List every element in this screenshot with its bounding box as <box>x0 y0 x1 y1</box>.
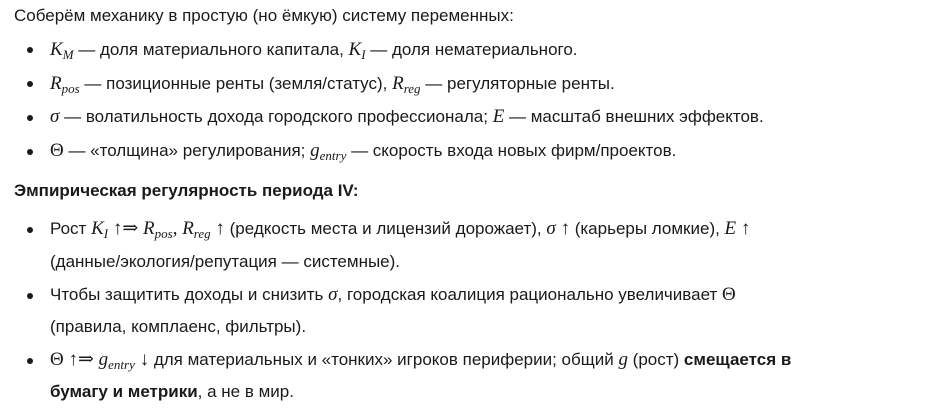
regularity-item-entry-cont <box>50 380 294 404</box>
bullet-marker <box>27 293 33 299</box>
text: — масштаб внешних эффектов. <box>504 107 764 126</box>
text: (редкость места и лицензий дорожает), <box>224 219 547 238</box>
var-theta: Θ <box>721 284 736 305</box>
sub-entry: entry <box>108 357 135 372</box>
var-r-pos: R <box>50 73 62 94</box>
regularity-item-growth <box>50 217 750 246</box>
bullet-marker <box>27 149 33 155</box>
sub-pos: pos <box>154 226 173 241</box>
regularity-item-coalition-cont: (правила, комплаенс, фильтры). <box>50 317 307 336</box>
var-sigma: σ <box>546 218 556 239</box>
var-g: g <box>310 140 320 161</box>
arrow-implies: ↑⇒ <box>63 349 99 370</box>
var-sigma: σ <box>50 106 60 127</box>
regularity-item-entry <box>50 348 791 377</box>
arrow-up: ↑ <box>210 218 225 239</box>
variable-item-regulation <box>50 139 676 168</box>
sub-reg: reg <box>193 226 211 241</box>
sub-i: I <box>103 226 109 241</box>
sub-entry: entry <box>319 148 347 163</box>
var-theta: Θ <box>50 140 64 161</box>
bullet-marker <box>27 47 33 53</box>
arrow-up: ↑ <box>555 218 570 239</box>
sub-pos: pos <box>61 81 80 96</box>
text: Чтобы защитить доходы и снизить <box>50 285 329 304</box>
text: — позиционные ренты (земля/статус), <box>79 74 393 93</box>
text: — регуляторные ренты. <box>420 74 615 93</box>
text: — доля материального капитала, <box>73 40 349 59</box>
var-e: E <box>724 218 737 239</box>
var-sigma: σ <box>328 284 338 305</box>
variable-item-capital <box>50 38 578 67</box>
text: , а не в мир. <box>197 382 294 401</box>
text: — доля нематериального. <box>365 40 578 59</box>
var-k-m: K <box>50 39 63 60</box>
var-r-reg: R <box>392 73 404 94</box>
regularity-item-coalition <box>50 283 736 307</box>
sub-m: M <box>62 47 74 62</box>
intro-text: Соберём механику в простую (но ёмкую) систему переменных: <box>14 6 514 25</box>
bullet-marker <box>27 81 33 87</box>
var-g: g <box>618 349 628 370</box>
bullet-marker <box>27 227 33 233</box>
var-theta: Θ <box>50 349 64 370</box>
text: для материальных и «тонких» игроков периферии; общий <box>149 350 619 369</box>
sub-reg: reg <box>403 81 421 96</box>
sub-i: I <box>361 47 366 62</box>
bullet-marker <box>27 358 33 364</box>
text: (карьеры ломкие), <box>569 219 725 238</box>
var-k-i: K <box>348 39 362 60</box>
arrow-down: ↓ <box>134 349 150 370</box>
text: (рост) <box>627 350 684 369</box>
emphasis: смещается в <box>683 350 792 369</box>
section-heading: Эмпирическая регулярность периода IV: <box>14 181 359 200</box>
text: , городская коалиция рационально увеличивает <box>337 285 722 304</box>
var-k-i: K <box>91 218 104 239</box>
var-r-reg: R <box>182 218 194 239</box>
regularity-item-growth-cont: (данные/экология/репутация — системные). <box>50 252 401 271</box>
var-e: E <box>492 106 505 127</box>
variable-item-volatility <box>50 105 764 129</box>
var-r-pos: R <box>143 218 155 239</box>
emphasis: бумагу и метрики <box>50 382 198 401</box>
arrow-up: ↑ <box>736 218 751 239</box>
arrow-implies: ↑⇒ <box>108 218 144 239</box>
var-g: g <box>98 349 109 370</box>
comma: , <box>172 218 183 239</box>
text: Рост <box>50 219 92 238</box>
variable-item-rents <box>50 72 615 101</box>
text: — волатильность дохода городского профессионала; <box>59 107 493 126</box>
text: — «толщина» регулирования; <box>63 141 311 160</box>
text: — скорость входа новых фирм/проектов. <box>346 141 677 160</box>
bullet-marker <box>27 115 33 121</box>
